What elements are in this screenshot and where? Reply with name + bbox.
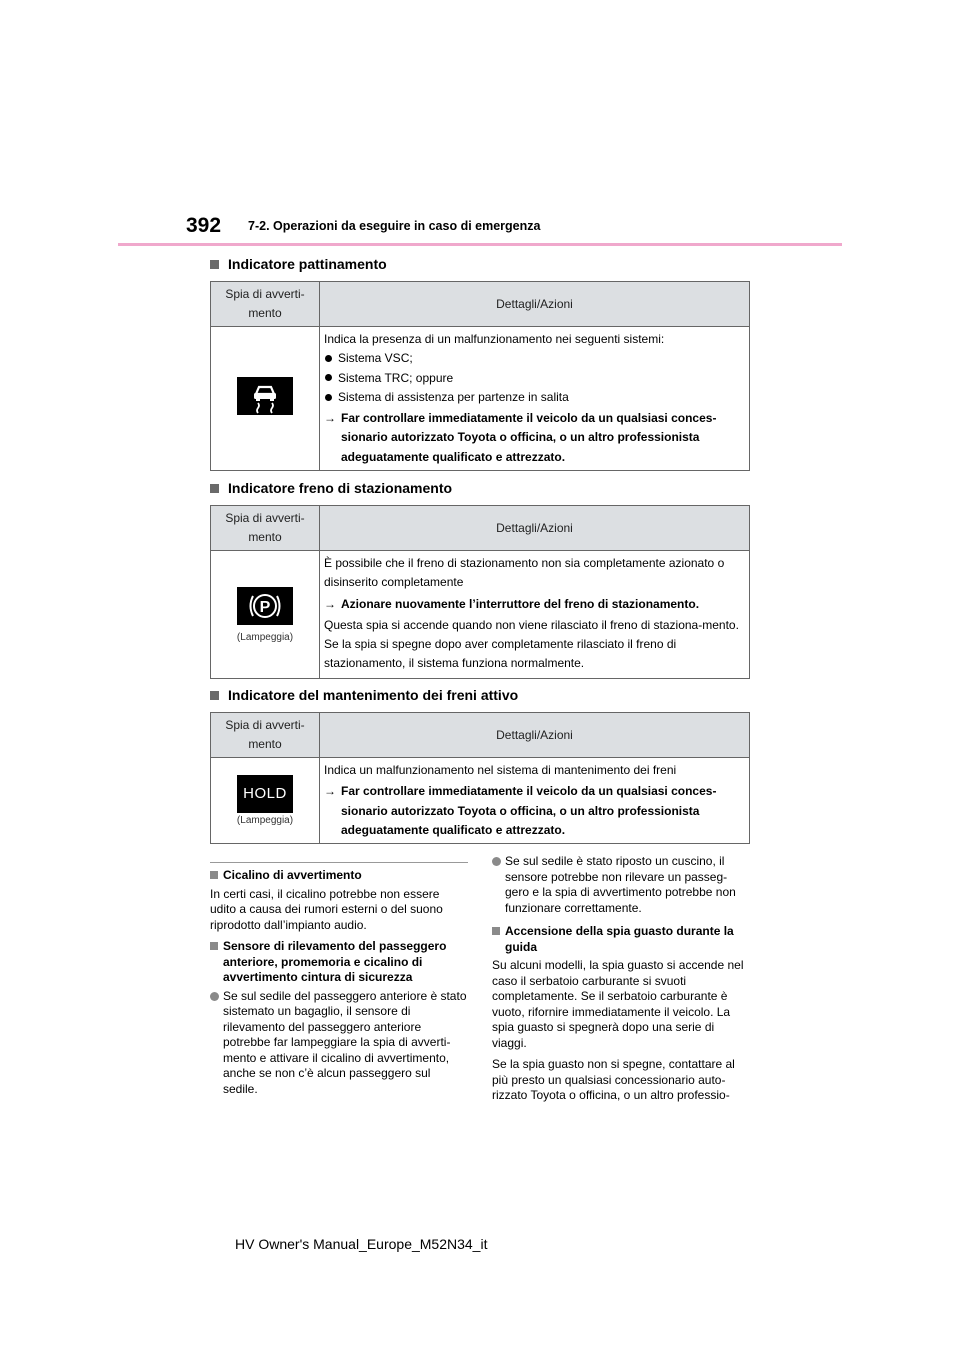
icon-cell xyxy=(211,758,320,844)
action-text xyxy=(324,782,745,840)
details-cell xyxy=(320,758,750,844)
column-header-warning-light xyxy=(211,282,320,327)
blinking-note: (Lampeggia) xyxy=(236,815,294,827)
square-bullet-icon xyxy=(210,691,219,700)
col1-line1: Spia di avverti- xyxy=(225,511,305,525)
arrow-icon: → xyxy=(324,596,336,611)
blinking-note: (Lampeggia) xyxy=(236,631,294,643)
col1-line1: Spia di avverti- xyxy=(225,718,305,732)
col1-line2: mento xyxy=(248,530,282,544)
details-cell xyxy=(320,327,750,471)
action-text xyxy=(324,409,745,467)
note-bullet-text: Se sul sedile è stato riposto un cuscino, il sensore potrebbe non rilevare un passeg-gero e la spia di avvertimento potrebbe non funzionare correttamente. xyxy=(505,854,736,915)
icon-cell xyxy=(211,551,320,679)
action-text-content: Azionare nuovamente l’interruttore del freno di stazionamento. xyxy=(341,596,700,611)
table-header-row xyxy=(211,713,750,758)
section-title: 7-2. Operazioni da eseguire in caso di emergenza xyxy=(248,219,541,233)
note-paragraph: In certi casi, il cicalino potrebbe non essere udito a causa dei rumori esterni o del suono riprodotto dall’impianto audio. xyxy=(210,886,443,932)
note-bullet-text: Se sul sedile del passeggero anteriore è stato sistemato un bagaglio, il sensore di rilevamento del passeggero anteriore potrebbe far lampeggiare la spia di avverti-mento e attivare il cicalino di avvertimento, anche se non c’è alcun passeggero sul sedile. xyxy=(223,988,467,1096)
note-heading xyxy=(492,924,750,955)
column-header-details: Dettagli/Azioni xyxy=(320,282,750,327)
square-bullet-icon xyxy=(492,927,500,935)
square-bullet-icon xyxy=(210,260,219,269)
notes-left-column xyxy=(210,868,468,1103)
table-parking-brake-indicator xyxy=(210,505,750,679)
column-header-details: Dettagli/Azioni xyxy=(320,713,750,758)
brake-hold-icon: HOLD xyxy=(237,775,293,813)
arrow-icon: → xyxy=(324,411,336,426)
note-heading xyxy=(210,939,468,986)
action-text-content: Far controllare immediatamente il veicolo da un qualsiasi conces-sionario autorizzato Toyota o officina, o un altro professionista adeguatamente qualificato e attrezzato. xyxy=(341,411,717,464)
table-slip-indicator xyxy=(210,281,750,471)
details-note: Questa spia si accende quando non viene rilasciato il freno di staziona-mento. Se la spia si spegne dopo aver completamente rilasciato il freno di stazionamento, il sistema funziona normalmente. xyxy=(324,617,739,671)
heading-text: Indicatore del mantenimento dei freni attivo xyxy=(228,687,519,703)
table-brake-hold-indicator xyxy=(210,712,750,844)
col1-line2: mento xyxy=(248,306,282,320)
table-row xyxy=(211,551,750,679)
details-intro: Indica la presenza di un malfunzionamento nei seguenti sistemi: xyxy=(324,332,665,346)
notes-divider xyxy=(210,862,468,863)
bullet-item xyxy=(324,369,745,388)
col1-line2: mento xyxy=(248,737,282,751)
heading-parking-brake-indicator xyxy=(210,480,452,496)
header-rule xyxy=(118,243,842,246)
table-row xyxy=(211,327,750,471)
page-header xyxy=(0,0,960,250)
note-paragraph: Se la spia guasto non si spegne, contattare al più presto un qualsiasi concessionario auto-rizzato Toyota o officina, o un altro professio- xyxy=(492,1057,735,1102)
heading-text: Indicatore freno di stazionamento xyxy=(228,480,453,496)
page-footer: HV Owner's Manual_Europe_M52N34_it xyxy=(235,1236,488,1252)
square-bullet-icon xyxy=(210,871,218,879)
square-bullet-icon xyxy=(210,484,219,493)
note-heading xyxy=(210,868,468,884)
square-bullet-icon xyxy=(210,942,218,950)
bullet-dot-icon xyxy=(325,355,332,362)
heading-brake-hold-indicator xyxy=(210,687,518,703)
arrow-icon: → xyxy=(324,784,336,799)
column-header-warning-light xyxy=(211,506,320,551)
details-cell xyxy=(320,551,750,679)
note-bullet xyxy=(210,989,468,1098)
bullet-text: Sistema di assistenza per partenze in salita xyxy=(338,389,569,404)
bullet-item xyxy=(324,349,745,368)
table-row xyxy=(211,758,750,844)
slip-indicator-icon xyxy=(237,377,293,415)
heading-slip-indicator xyxy=(210,256,387,272)
action-text xyxy=(324,595,745,614)
page-number: 392 xyxy=(186,214,222,237)
bullet-dot-icon xyxy=(325,394,332,401)
col1-line1: Spia di avverti- xyxy=(225,287,305,301)
heading-text: Indicatore pattinamento xyxy=(228,256,387,272)
action-text-content: Far controllare immediatamente il veicolo da un qualsiasi conces-sionario autorizzato Toyota o officina, o un altro professionista adeguatamente qualificato e attrezzato. xyxy=(341,784,717,837)
svg-text:P: P xyxy=(259,598,271,616)
note-heading-text: Sensore di rilevamento del passeggero anteriore, promemoria e cicalino di avvertimento cintura di sicurezza xyxy=(223,939,447,984)
table-header-row xyxy=(211,506,750,551)
bullet-text: Sistema VSC; xyxy=(338,351,413,366)
column-header-warning-light xyxy=(211,713,320,758)
circle-bullet-icon xyxy=(492,857,501,866)
note-heading-text: Cicalino di avvertimento xyxy=(223,868,362,882)
table-header-row xyxy=(211,282,750,327)
details-intro: Indica un malfunzionamento nel sistema di mantenimento dei freni xyxy=(324,763,677,777)
note-bullet xyxy=(492,854,750,916)
note-paragraph: Su alcuni modelli, la spia guasto si accende nel caso il serbatoio carburante si svuoti completamente. Se il serbatoio carburante è vuoto, rifornire immediatamente il veicolo. La spia guasto si spegnerà dopo una serie di viaggi. xyxy=(492,958,744,1050)
note-heading-text: Accensione della spia guasto durante la guida xyxy=(505,924,734,954)
details-intro: È possibile che il freno di stazionamento non sia completamente azionato o disinserito completamente xyxy=(324,556,725,590)
column-header-details: Dettagli/Azioni xyxy=(320,506,750,551)
circle-bullet-icon xyxy=(210,992,219,1001)
parking-brake-icon xyxy=(237,587,293,625)
icon-cell xyxy=(211,327,320,471)
notes-right-column xyxy=(492,854,750,1110)
bullet-dot-icon xyxy=(325,374,332,381)
bullet-text: Sistema TRC; oppure xyxy=(338,370,454,385)
bullet-item xyxy=(324,388,745,407)
